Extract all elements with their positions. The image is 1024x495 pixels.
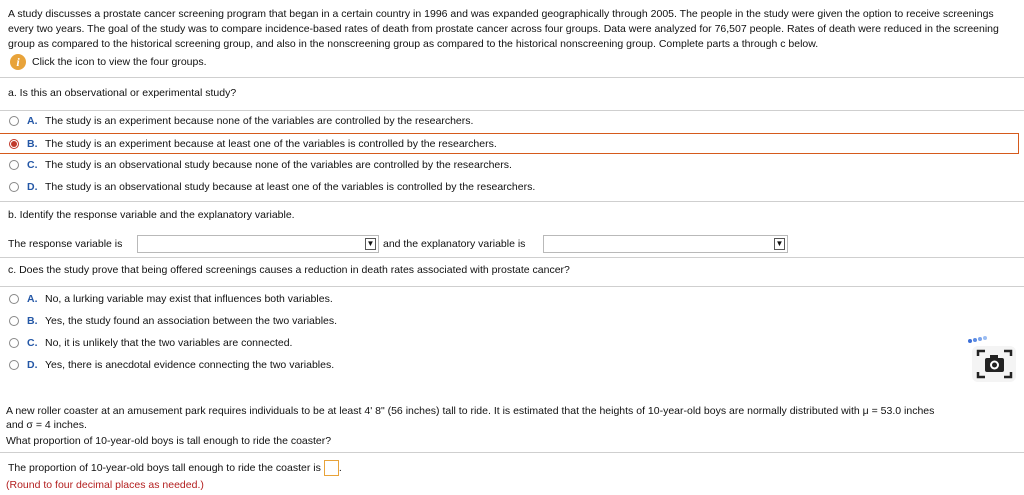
- option-text: The study is an observational study because none of the variables are controlled by the researchers.: [45, 159, 512, 171]
- info-icon[interactable]: i: [10, 54, 26, 70]
- option-text: Yes, there is anecdotal evidence connecting the two variables.: [45, 359, 335, 371]
- answer-suffix: .: [338, 462, 342, 474]
- radio-button[interactable]: [9, 360, 19, 370]
- part-c-question: c. Does the study prove that being offered screenings causes a reduction in death rates associated with prostate cancer?: [8, 264, 570, 276]
- problem2-line2: and σ = 4 inches.: [6, 419, 87, 431]
- option-text: The study is an observational study because at least one of the variables is controlled by the researchers.: [45, 181, 536, 193]
- part-a-option-a[interactable]: [9, 111, 1014, 131]
- answer-prefix: The proportion of 10-year-old boys tall enough to ride the coaster is: [8, 462, 321, 474]
- part-c-option-c[interactable]: [9, 333, 1014, 353]
- radio-button[interactable]: [9, 160, 19, 170]
- option-letter: D.: [27, 359, 38, 371]
- part-c-option-a[interactable]: [9, 289, 1014, 309]
- response-variable-dropdown[interactable]: [137, 235, 379, 253]
- option-letter: A.: [27, 115, 38, 127]
- divider: [0, 77, 1024, 78]
- part-b-question: b. Identify the response variable and the explanatory variable.: [8, 209, 295, 221]
- answer-row: [8, 460, 342, 476]
- radio-button[interactable]: [9, 316, 19, 326]
- chevron-down-icon[interactable]: ▼: [775, 239, 784, 248]
- part-a-option-b[interactable]: [0, 133, 1019, 154]
- radio-button[interactable]: [9, 294, 19, 304]
- part-c-option-b[interactable]: [9, 311, 1014, 331]
- part-a-question: a. Is this an observational or experimental study?: [8, 87, 237, 99]
- option-text: The study is an experiment because none of the variables are controlled by the researchers.: [45, 115, 474, 127]
- explanatory-variable-dropdown[interactable]: [543, 235, 788, 253]
- problem2-text: [6, 404, 1016, 448]
- problem2-question: What proportion of 10-year-old boys is tall enough to ride the coaster?: [6, 435, 332, 447]
- chevron-down-icon[interactable]: ▼: [366, 239, 375, 248]
- option-text: The study is an experiment because at least one of the variables is controlled by the researchers.: [45, 137, 497, 150]
- explanatory-variable-label: and the explanatory variable is: [383, 238, 526, 250]
- option-letter: C.: [27, 337, 38, 349]
- response-variable-label: The response variable is: [8, 238, 123, 250]
- radio-button-selected[interactable]: [9, 139, 19, 149]
- option-text: Yes, the study found an association between the two variables.: [45, 315, 338, 327]
- radio-button[interactable]: [9, 182, 19, 192]
- camera-widget[interactable]: [966, 336, 1018, 384]
- option-letter: D.: [27, 181, 38, 193]
- divider: [0, 286, 1024, 287]
- divider: [0, 257, 1024, 258]
- camera-icon[interactable]: [966, 336, 1018, 384]
- option-letter: A.: [27, 293, 38, 305]
- answer-input[interactable]: [324, 460, 339, 476]
- radio-button[interactable]: [9, 116, 19, 126]
- problem-intro: A study discusses a prostate cancer screening program that began in a certain country in 1996 and was expanded geographically through 2005. The people in the study were given the option to receive screenings every two years. The goal of the study was to compare incidence-based rates of death from prostate cancer across four groups. Data were analyzed for 76,507 people. Rates of death were reduced in the screening group as compared to the historical screening group, and also in the nonscreening group as compared to the historical nonscreening group. Complete parts a through c below.: [8, 8, 999, 50]
- option-letter: C.: [27, 159, 38, 171]
- part-c-option-d[interactable]: [9, 355, 1014, 375]
- part-a-option-d[interactable]: [9, 177, 1014, 197]
- option-letter: B.: [27, 315, 38, 327]
- info-link-text: Click the icon to view the four groups.: [32, 56, 207, 68]
- problem2-line1: A new roller coaster at an amusement park requires individuals to be at least 4' 8" (56 inches) tall to ride. It is estimated that the heights of 10-year-old boys are normally distributed with μ = 53.0 inches: [6, 405, 935, 417]
- divider: [0, 452, 1024, 453]
- option-text: No, it is unlikely that the two variables are connected.: [45, 337, 293, 349]
- rounding-note: (Round to four decimal places as needed.): [6, 479, 204, 491]
- divider: [0, 201, 1024, 202]
- option-letter: B.: [27, 137, 38, 150]
- part-a-option-c[interactable]: [9, 155, 1014, 175]
- radio-dot: [11, 141, 17, 147]
- info-link-row[interactable]: [10, 53, 207, 71]
- radio-button[interactable]: [9, 338, 19, 348]
- option-text: No, a lurking variable may exist that influences both variables.: [45, 293, 333, 305]
